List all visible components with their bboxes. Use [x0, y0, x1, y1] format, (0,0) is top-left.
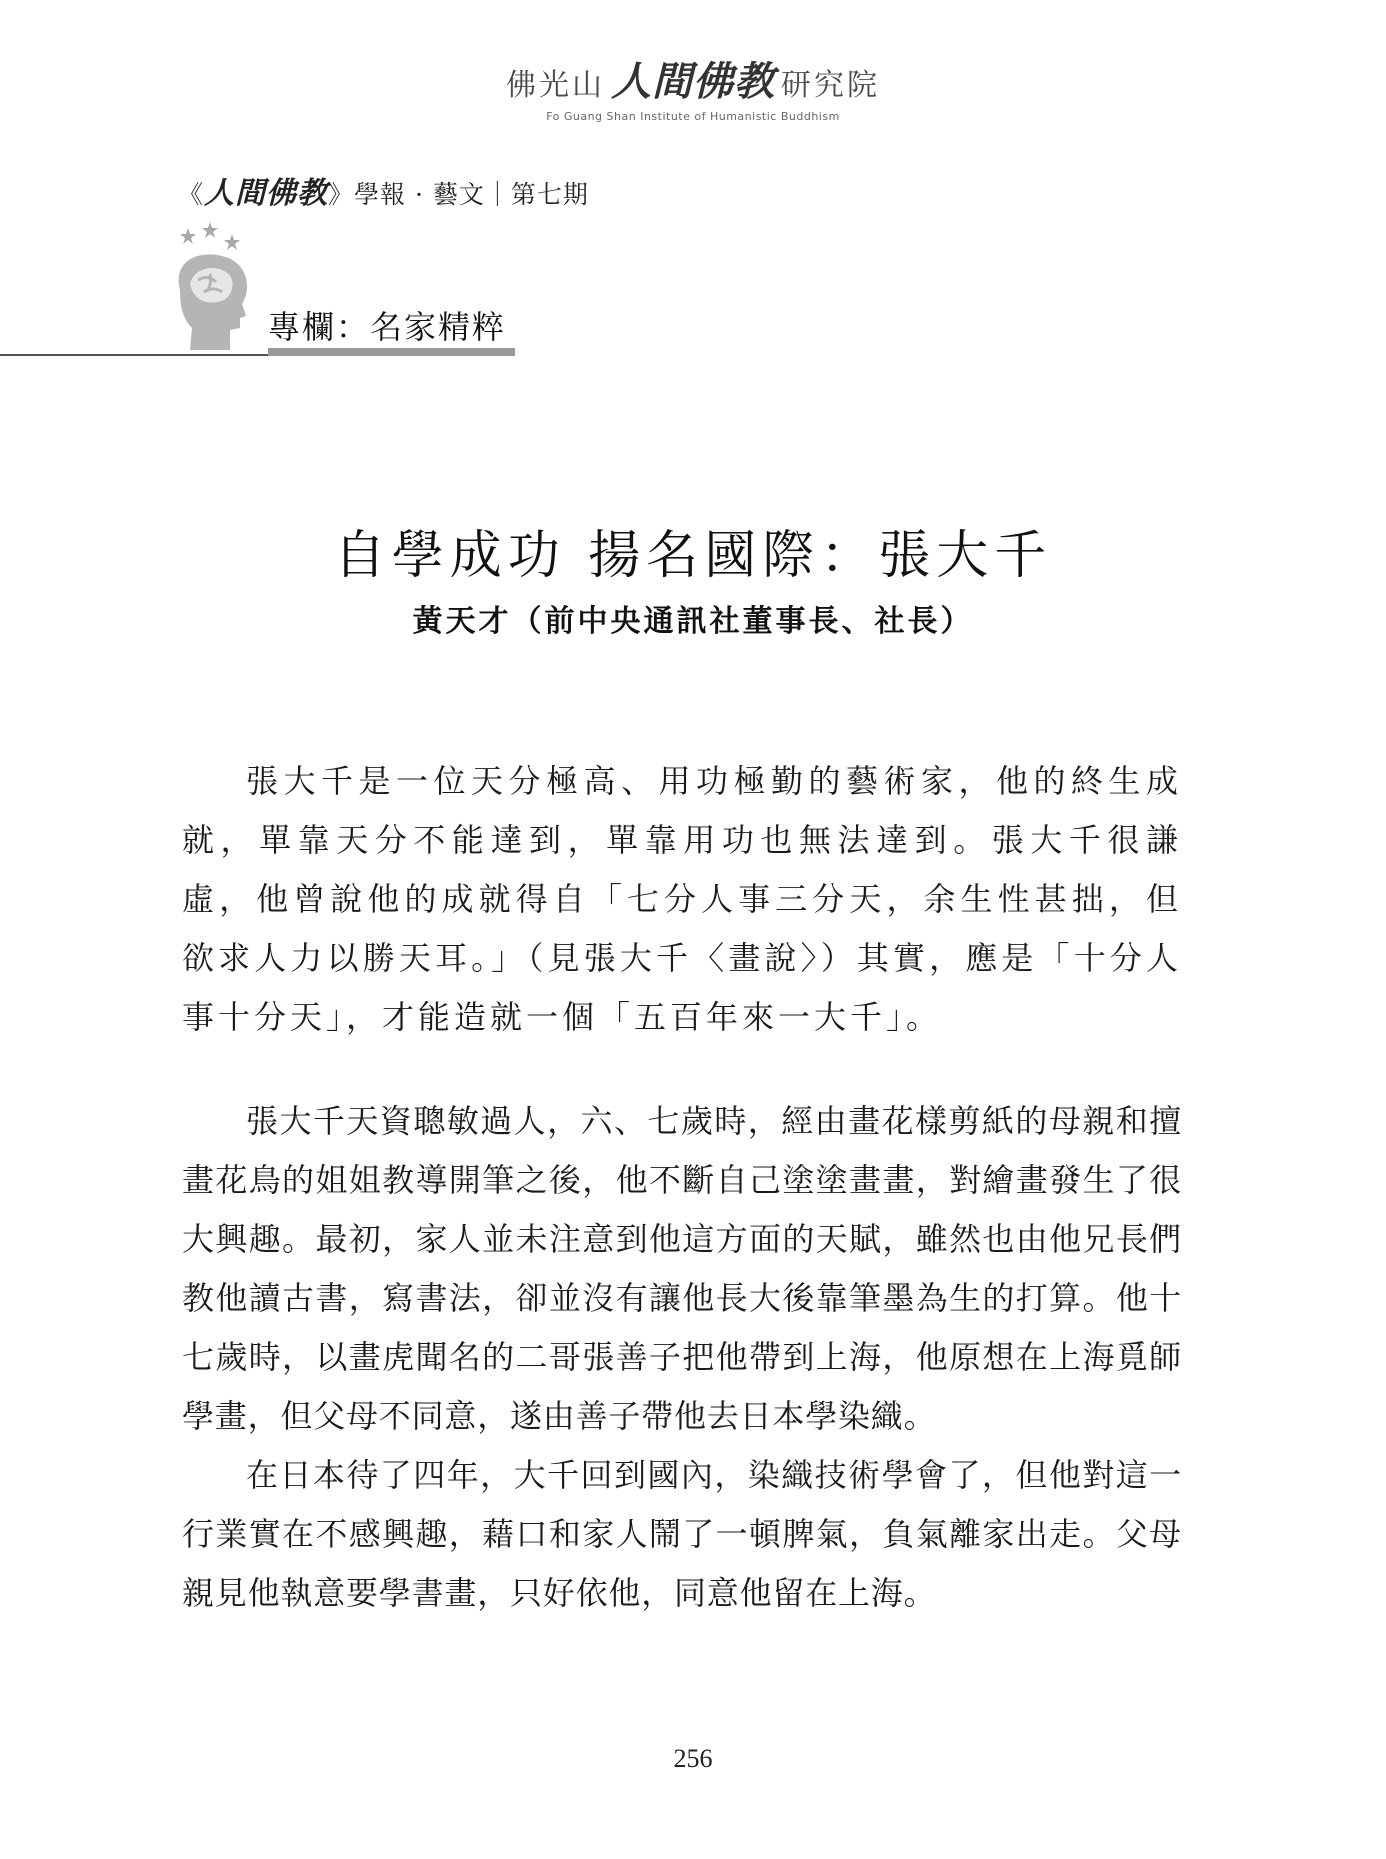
body-paragraph: 在日本待了四年，大千回到國內，染織技術學會了，但他對這一行業實在不感興趣，藉口和家人鬧了一頓脾氣，負氣離家出走。父母親見他執意要學書畫，只好依他，同意他留在上海。	[182, 1456, 1182, 1612]
column-label: 專欄：名家精粹	[268, 308, 507, 346]
journal-running-head	[178, 168, 589, 212]
journal-issue-info: 》學報 · 藝文｜第七期	[328, 180, 589, 209]
journal-open-bracket: 《	[178, 180, 205, 209]
article-title: 自學成功 揚名國際：張大千	[333, 525, 1053, 586]
institute-prefix: 佛光山	[506, 68, 605, 103]
banner-rule-accent	[268, 348, 515, 356]
page-number: 256	[673, 1744, 713, 1773]
article-body-part2	[182, 1092, 1182, 1623]
thinking-head-icon	[160, 220, 270, 350]
body-paragraph: 張大千是一位天分極高、用功極勤的藝術家，他的終生成就，單靠天分不能達到，單靠用功也無法達到。張大千很謙虛，他曾說他的成就得自「七分人事三分天，余生性甚拙，但欲求人力以勝天耳。」（見張大千〈畫說〉）其實，應是「十分人事十分天」，才能造就一個「五百年來一大千」。	[182, 762, 1182, 1036]
article-byline: 黃天才（前中央通訊社董事長、社長）	[412, 604, 974, 639]
institute-brand-logo: 人間佛教	[611, 58, 775, 105]
institute-header	[0, 58, 1386, 123]
institute-name	[0, 58, 1386, 106]
institute-english-name: Fo Guang Shan Institute of Humanistic Buddhism	[546, 110, 840, 123]
journal-brand-logo: 人間佛教	[204, 176, 329, 211]
article-body-part1	[182, 752, 1182, 1047]
institute-suffix: 研究院	[781, 68, 880, 103]
body-paragraph: 張大千天資聰敏過人，六、七歲時，經由畫花樣剪紙的母親和擅畫花鳥的姐姐教導開筆之後，他不斷自己塗塗畫畫，對繪畫發生了很大興趣。最初，家人並未注意到他這方面的天賦，雖然也由他兄長們教他讀古書，寫書法，卻並沒有讓他長大後靠筆墨為生的打算。他十七歲時，以畫虎聞名的二哥張善子把他帶到上海，他原想在上海覓師學畫，但父母不同意，遂由善子帶他去日本學染織。	[182, 1102, 1182, 1435]
